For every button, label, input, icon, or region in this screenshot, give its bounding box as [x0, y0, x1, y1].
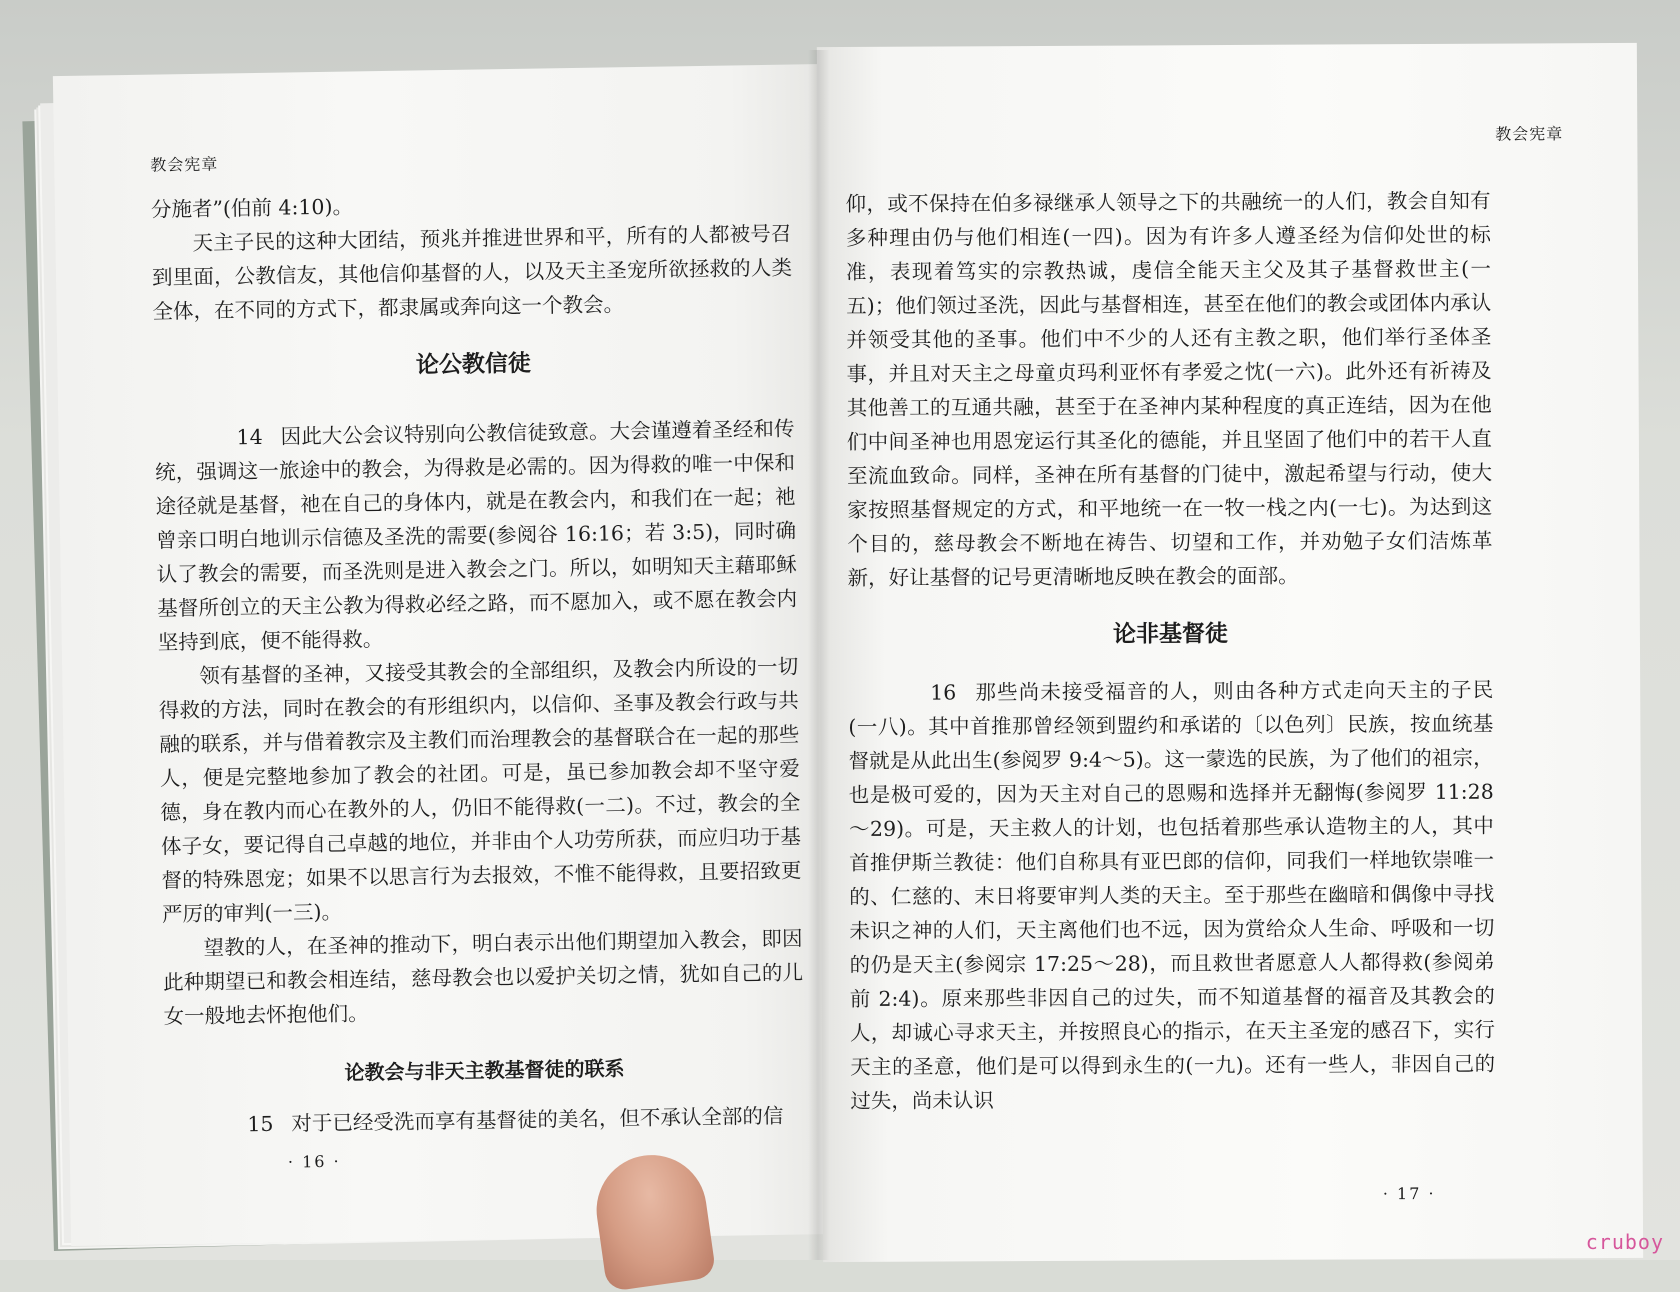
left-page	[53, 64, 841, 1246]
paragraph-14b: 领有基督的圣神，又接受其教会的全部组织，及教会内所设的一切得救的方法，同时在教会的有形组织内，以信仰、圣事及教会行政与共融的联系，并与借着教宗及主教们而治理教会的基督联合在一起的那些人，便是完整地参加了教会的社团。可是，虽已参加教会却不坚守爱德，身在教内而心在教外的人，仍旧不能得救(一二)。不过，教会的全体子女，要记得自己卓越的地位，并非由个人功劳所获，而应归功于基督的特殊恩宠；如果不以思言行为去报效，不惟不能得救，且要招致更严厉的审判(一三)。	[158, 654, 802, 927]
paragraph-text: 那些尚未接受福音的人，则由各种方式走向天主的子民(一八)。其中首推那曾经领到盟约和承诺的〔以色列〕民族，按血统基督就是从此出生(参阅罗 9:4～5)。这一蒙选的民族，为了他们的祖宗，也是极可爱的，因为天主对自己的恩赐和选择并无翻悔(参阅罗 11:28～29)。可是，天主救人的计划，也包括着那些承认造物主的人，其中首推伊斯兰教徒：他们自称具有亚巴郎的信仰，同我们一样地钦崇唯一的、仁慈的、末日将要审判人类的天主。至于那些在幽暗和偶像中寻找未识之神的人们，天主离他们也不远，因为赏给众人生命、呼吸和一切的仍是天主(参阅宗 17:25～28)，而且救世者愿意人人都得救(参阅弟前 2:4)。原来那些非因自己的过失，而不知道基督的福音及其教会的人，却诚心寻求天主，并按照良心的指示，在天主圣宠的感召下，实行天主的圣意，他们是可以得到永生的(一九)。还有一些人，非因自己的过失，尚未认识	[848, 677, 1496, 1113]
paragraph-text: 因此大公会议特别向公教信徒致意。大会谨遵着圣经和传统，强调这一旅途中的教会，为得救是必需的。因为得救的唯一中保和途径就是基督，祂在自己的身体内，就是在教会内，和我们在一起；祂曾亲口明白地训示信德及圣洗的需要(参阅谷 16:16；若 3:5)，同时确认了教会的需要，而圣洗则是进入教会之门。所以，如明知天主藉耶稣基督所创立的天主公教为得救必经之路，而不愿加入，或不愿在教会内坚持到底，便不能得救。	[154, 416, 798, 655]
section-heading-non-catholic-christians: 论教会与非天主教基督徒的联系	[344, 1056, 625, 1085]
right-running-head: 教会宪章	[1495, 124, 1564, 144]
section-heading-catholic-faithful: 论公教信徒	[415, 350, 532, 379]
left-page-content	[151, 183, 806, 1143]
book-gutter-shadow	[808, 50, 830, 1260]
right-page	[817, 43, 1643, 1262]
paragraph-number: 14	[236, 424, 263, 450]
paragraph-text: 对于已经受洗而享有基督徒的美名，但不承认全部的信	[291, 1103, 784, 1136]
left-running-head: 教会宪章	[150, 154, 219, 175]
paragraph-16	[848, 673, 1495, 1118]
paragraph-number: 15	[247, 1111, 274, 1137]
watermark: cruboy	[1585, 1230, 1664, 1254]
right-page-content	[846, 184, 1496, 1118]
paragraph-14	[154, 412, 798, 660]
paragraph-15	[165, 1098, 805, 1142]
right-page-number: · 17 ·	[1382, 1183, 1436, 1204]
paragraph-number: 16	[930, 680, 957, 705]
paragraph-15-continuation: 仰，或不保持在伯多禄继承人领导之下的共融统一的人们，教会自知有多种理由仍与他们相连(一四)。因为有许多人遵圣经为信仰处世的标准，表现着笃实的宗教热诚，虔信全能天主父及其子基督救世主(一五)；他们领过圣洗，因此与基督相连，甚至在他们的教会或团体内承认并领受其他的圣事。他们中不少的人还有主教之职，他们举行圣体圣事，并且对天主之母童贞玛利亚怀有孝爱之忱(一六)。此外还有祈祷及其他善工的互通共融，甚至于在圣神内某种程度的真正连结，因为在他们中间圣神也用恩宠运行其圣化的德能，并且坚固了他们中的若干人直至流血致命。同样，圣神在所有基督的门徒中，激起希望与行动，使大家按照基督规定的方式，和平地统一在一牧一栈之内(一七)。为达到这个目的，慈母教会不断地在祷告、切望和工作，并劝勉子女们洁炼革新，好让基督的记号更清晰地反映在教会的面部。	[845, 188, 1493, 591]
paragraph-unity: 天主子民的这种大团结，预兆并推进世界和平，所有的人都被号召到里面，公教信友，其他信仰基督的人，以及天主圣宠所欲拯救的人类全体，在不同的方式下，都隶属或奔向这一个教会。	[151, 221, 793, 324]
paragraph-14c: 望教的人，在圣神的推动下，明白表示出他们期望加入教会，即因此种期望已和教会相连结，慈母教会也以爱护关切之情，犹如自己的儿女一般地去怀抱他们。	[162, 926, 804, 1029]
paragraph-continuation: 分施者”(伯前 4:10)。	[150, 194, 354, 222]
left-page-number: · 16 ·	[287, 1151, 341, 1172]
section-heading-non-christians: 论非基督徒	[1112, 621, 1228, 648]
